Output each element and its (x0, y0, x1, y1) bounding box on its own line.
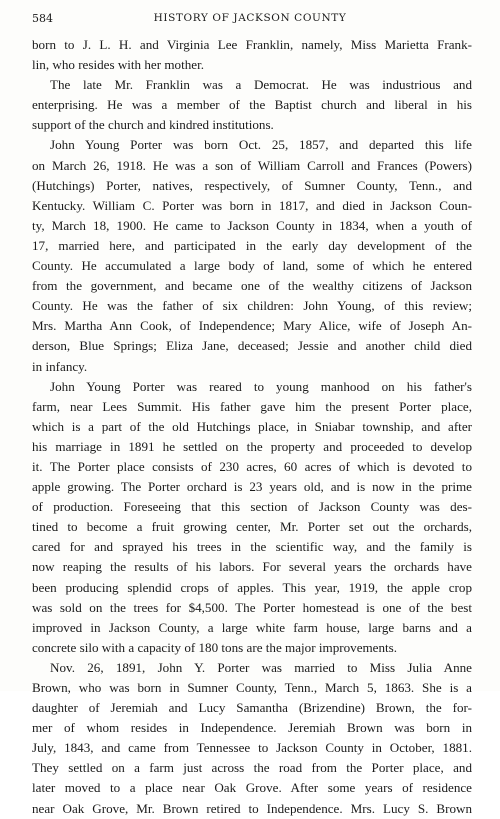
text-line: daughter of Jeremiah and Lucy Samantha (Brizendine) Brown, the for- (32, 700, 472, 716)
text-line: near Oak Grove, Mr. Brown retired to Independence. Mrs. Lucy S. Brown (32, 800, 472, 816)
text-line: cared for and sprayed his trees in the scientific way, and the family is (32, 539, 472, 555)
text-line: John Young Porter was born Oct. 25, 1857, and departed this life (50, 137, 472, 153)
text-line: John Young Porter was reared to young manhood on his father's (50, 378, 472, 394)
text-line: from the government, and became one of the wealthy citizens of Jackson (32, 278, 472, 294)
text-line: support of the church and kindred institutions. (32, 117, 274, 133)
text-line: ty, March 18, 1900. He came to Jackson County in 1834, when a youth of (32, 217, 472, 233)
text-line: 17, married here, and participated in the early day development of the (32, 237, 472, 253)
text-line: improved in Jackson County, a large white farm house, large barns and a (32, 619, 472, 635)
text-line: later moved to a place near Oak Grove. After some years of residence (32, 780, 472, 796)
text-line: of production. Foreseeing that this section of Jackson County was des- (32, 499, 472, 515)
text-line: born to J. L. H. and Virginia Lee Franklin, namely, Miss Marietta Frank- (32, 37, 472, 52)
text-line: derson, Blue Springs; Eliza Jane, deceased; Jessie and another child died (32, 338, 472, 354)
text-line: now reaping the results of his labors. For several years the orchards have (32, 559, 472, 575)
text-line: lin, who resides with her mother. (32, 57, 205, 73)
text-line: July, 1843, and came from Tennessee to Jackson County in October, 1881. (32, 740, 472, 756)
text-line: it. The Porter place consists of 230 acres, 60 acres of which is devoted to (32, 458, 472, 474)
text-line: mer of whom resides in Independence. Jeremiah Brown was born in (32, 720, 472, 736)
text-line: The late Mr. Franklin was a Democrat. He was industrious and (50, 77, 472, 93)
text-line: concrete silo with a capacity of 180 tons are the major improvements. (32, 639, 398, 655)
text-line: They settled on a farm just across the road from the Porter place, and (32, 760, 472, 776)
running-head: HISTORY OF JACKSON COUNTY (153, 12, 347, 24)
page-number: 584 (32, 12, 53, 25)
page-header (32, 12, 468, 28)
text-line: in infancy. (32, 358, 88, 374)
text-line: which is a part of the old Hutchings place, in Sniabar township, and after (32, 418, 472, 434)
text-line: Mrs. Martha Ann Cook, of Independence; Mary Alice, wife of Joseph An- (32, 318, 472, 334)
text-line: been producing splendid crops of apples. This year, 1919, the apple crop (32, 579, 472, 595)
text-line: County. He was the father of six children: John Young, of this review; (32, 298, 472, 314)
body-text (32, 35, 472, 819)
text-line: Kentucky. William C. Porter was born in 1817, and died in Jackson Coun- (32, 197, 472, 213)
text-line: apple growing. The Porter orchard is 23 years old, and is now in the prime (32, 479, 472, 495)
text-line: tined to become a fruit growing center, Mr. Porter set out the orchards, (32, 519, 472, 535)
text-line: was sold on the trees for $4,500. The Porter homestead is one of the best (32, 599, 472, 615)
text-line: (Hutchings) Porter, natives, respectively, of Sumner County, Tenn., and (32, 177, 472, 193)
text-line: enterprising. He was a member of the Baptist church and liberal in his (32, 97, 472, 113)
text-line: Brown, who was born in Sumner County, Tenn., March 5, 1863. She is a (32, 680, 472, 695)
text-line: on March 26, 1918. He was a son of William Carroll and Frances (Powers) (32, 157, 472, 173)
text-line: County. He accumulated a large body of land, some of which he entered (32, 258, 472, 274)
text-line: his marriage in 1891 he settled on the property and proceeded to develop (32, 438, 472, 454)
text-line: farm, near Lees Summit. His father gave him the present Porter place, (32, 398, 472, 414)
text-line: Nov. 26, 1891, John Y. Porter was married to Miss Julia Anne (50, 659, 472, 675)
